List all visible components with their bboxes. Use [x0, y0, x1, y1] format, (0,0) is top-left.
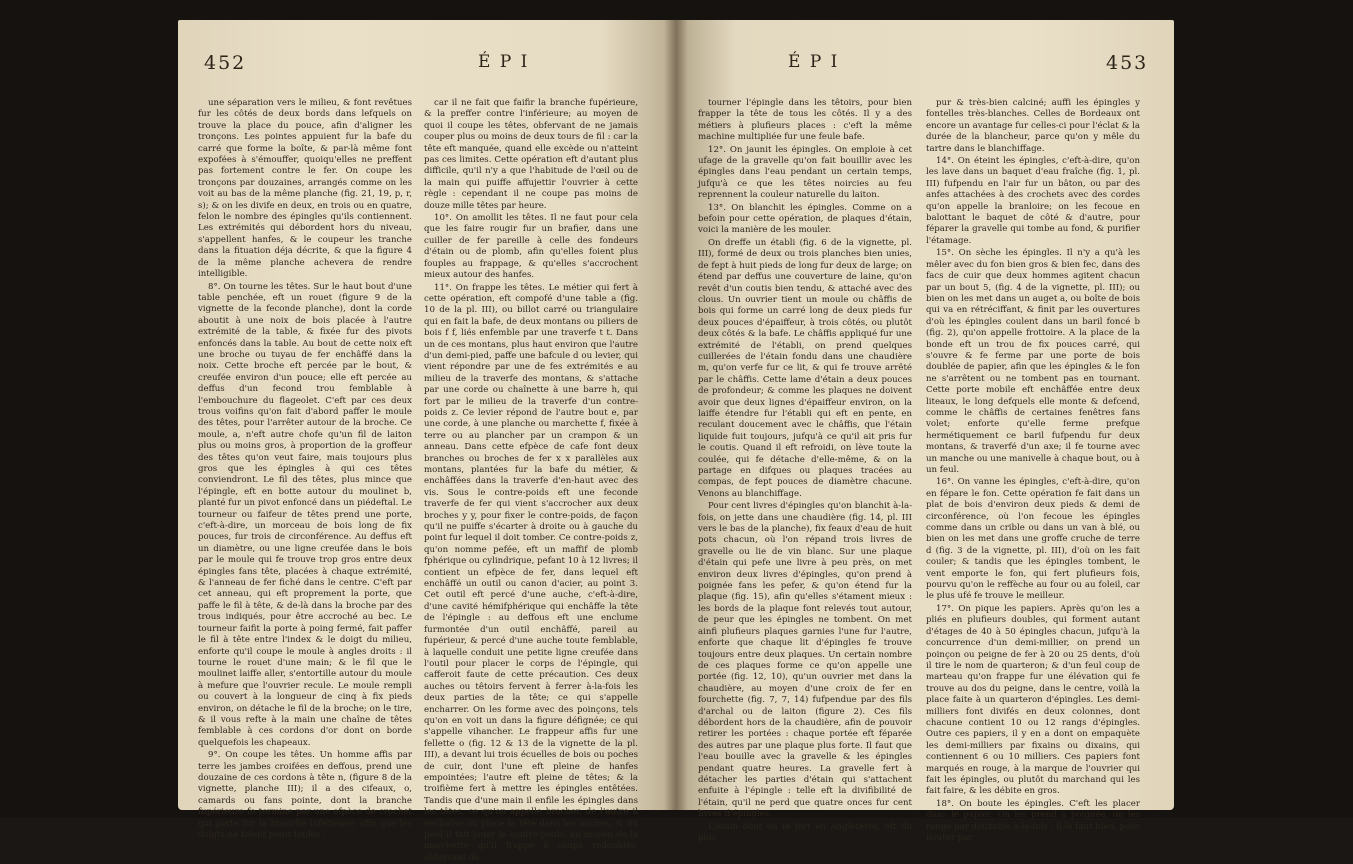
book-gutter — [664, 20, 688, 810]
page-number-right: 453 — [1106, 52, 1148, 74]
right-page-column-2 — [926, 98, 1140, 818]
paragraph: 10°. On amollit les têtes. Il ne faut pour cela que les faire rougir fur un brafier, dans une cuiller de fer pareille à celle des fondeurs d'étain ou de plomb, afin qu'elles foient plus fouples au frappage, & qu'elles s'accrochent mieux autour des hanfes. — [424, 213, 638, 281]
paragraph: L'étain dont on fe fert en Angleterre, eft du plus — [698, 822, 912, 845]
paragraph: pur & très-bien calciné; auffi les épingles y fontelles très-blanches. Celles de Bordeaux ont encore un avantage fur celles-ci pour l'éclat & la durée de la blancheur, parce qu'on y mêle du tartre dans le blanchiffage. — [926, 98, 1140, 155]
right-page — [676, 20, 1174, 810]
running-head-right: É P I — [788, 52, 839, 72]
paragraph: 17°. On pique les papiers. Après qu'on les a pliés en plufieurs doubles, qui forment autant d'étages de 40 à 50 épingles chacun, jufqu'à la concurrence d'un demi-millier, on prend un poinçon ou peigne de fer à 20 ou 25 dents, d'où il tire le nom de quarteron; & d'un feul coup de marteau qu'on frappe fur une élévation qui fe trouve au dos du peigne, dans le centre, voilà la place faite à un quarteron d'épingles. Les demi-milliers font divifés en deux colonnes, dont chacune contient 10 ou 12 rangs d'épingles. Outre ces papiers, il y en a dont on empaquète les demi-milliers par fixains ou dixains, qui contiennent 6 ou 10 milliers. Ces papiers font marqués en rouge, à la marque de l'ouvrier qui fait les épingles, ou plutôt du marchand qui les fait faire, & les débite en gros. — [926, 604, 1140, 798]
paragraph: 16°. On vanne les épingles, c'eft-à-dire, qu'on en fépare le fon. Cette opération fe fait dans un plat de bois d'environ deux pieds & demi de circonférence, où l'on fecoue les épingles comme dans un crible ou dans un van à blé, ou bien on les met dans une groffe cruche de terre d (fig. 3 de la vignette, pl. III), d'où on les fait couler; & tandis que les épingles tombent, le vent emporte le fon, qui fert plufieurs fois, pourvu qu'on le reffèche au four ou au foleil, car le plus ufé fe trouve le meilleur. — [926, 477, 1140, 602]
paragraph: 8°. On tourne les têtes. Sur le haut bout d'une table penchée, eft un rouet (figure 9 de la vignette de la feconde planche), dont la corde aboutit à une noix de bois placée à l'autre extrémité de la table, & fixée fur des pivots enfoncés dans la table. Au bout de cette noix eft une broche ou tuyau de fer enchâffé dans la noix. Cette broche eft percée par le bout, & creufée environ d'un pouce; elle eft percée au deffus d'un fecond trou femblable à l'embouchure du flageolet. C'eft par ces deux trous voifins qu'on fait d'abord paffer le moule des têtes, pour l'arrêter autour de la broche. Ce moule, a, n'eft autre chofe qu'un fil de laiton plus ou moins gros, à proportion de la groffeur des têtes qu'on veut faire, mais toujours plus gros que les épingles à qui ces têtes conviendront. Le fil des têtes, plus mince que l'épingle, eft en botte autour du moulinet b, planté fur un pivot enfoncé dans un piédeftal. Le tourneur ou faifeur de têtes prend une porte, c'eft-à-dire, un morceau de bois long de fix pouces, fur trois de circonférence. Au deffus eft un diamètre, ou une ligne creufée dans le bois par le moule qui fe trouve trop gros entre deux épingles fans tête, placées à chaque extrémité, & l'anneau de fer fiché dans le centre. C'eft par cet anneau, qui eft proprement la porte, que paffe le fil à tête, & de-là dans la broche par des trous indiqués, pour être accroché au bec. Le tourneur faifit la porte à poing fermé, fait paffer le fil à tête entre l'index & le doigt du milieu, enforte qu'il coupe le moule à angles droits : il tourne le rouet d'une main; & le fil que le moulinet laiffe aller, s'entortille autour du moule à mefure que l'ouvrier recule. Le moule rempli ou couvert à la longueur de cinq à fix pieds environ, on détache le fil de la broche; on le tire, & il vous refte à la main une chaîne de têtes femblable à ces cordons d'or dont on borde quelquefois les chapeaux. — [198, 282, 412, 750]
paragraph: On dreffe un établi (fig. 6 de la vignette, pl. III), formé de deux ou trois planches bien unies, de fept à huit pieds de long fur deux de large; on étend par deffus une couverture de laine, qu'on revêt d'un coutis bien tendu, & attaché avec des clous. Un ouvrier tient un moule ou châffis de bois qui forme un carré long de deux pieds fur deux pouces d'épaiffeur, à trois côtés, ou plutôt deux côtés & la bafe. Le châffis appliqué fur une extrémité de l'établi, on prend quelques cuillerées de l'étain fondu dans une chaudière m, qu'on verfe fur ce lit, & qui fe trouve arrêté par le châffis. Cette lame d'étain a deux pouces de profondeur; & comme les plaques ne doivent avoir que deux lignes d'épaiffeur environ, on la laiffe étendre fur l'établi qui eft en pente, en reculant doucement avec le châffis, que l'étain liquide fuit toujours, jufqu'à ce qu'il ait pris fur le coutis. Quand il eft refroidi, on lève toute la coulée, qui fe détache d'elle-même, & on la partage en difques ou plaques tracées au compas, de fept pouces de diamètre chacune. Venons au blanchiffage. — [698, 238, 912, 500]
paragraph: car il ne fait que faifir la branche fupérieure, & la preffer contre l'inférieure; au moyen de quoi il coupe les têtes, obfervant de ne jamais couper plus ou moins de deux tours de fil : car la tête eft manquée, quand elle excède ou n'atteint pas ces limites. Cette opération eft d'autant plus difficile, qu'il n'y a que l'habitude de l'œil ou de la main qui puiffe affujettir l'ouvrier à cette règle : cependant il ne coupe pas moins de douze mille têtes par heure. — [424, 98, 638, 212]
paragraph: 14°. On éteint les épingles, c'eft-à-dire, qu'on les lave dans un baquet d'eau fraîche (fig. 1, pl. III) fufpendu en l'air fur un bâton, ou par des anfes attachées à des crochets avec des cordes qu'on appelle la branloire; on les fecoue en balottant le baquet de côté & d'autre, pour féparer la gravelle qui tombe au fond, & purifier l'étamage. — [926, 156, 1140, 247]
paragraph: tourner l'épingle dans les têtoirs, pour bien frapper la tête de tous les côtés. Il y a des métiers à plufieurs places : c'eft la même machine multipliée fur une feule bafe. — [698, 98, 912, 144]
paragraph: 12°. On jaunit les épingles. On emploie à cet ufage de la gravelle qu'on fait bouillir avec les épingles dans l'eau pendant un certain temps, jufqu'à ce que les têtes noircies au feu reprennent la couleur naturelle du laiton. — [698, 145, 912, 202]
paragraph: 18°. On boute les épingles. C'eft les placer dans le papier. On les prend à poignée, on les range par douzaine à-la-fois : il le faut bien, pour bouter par — [926, 799, 1140, 845]
paragraph: une séparation vers le milieu, & font revêtues fur les côtés de deux bords dans lefquels on trouve la place du pouce, afin d'aligner les tronçons. Les pointes appuient fur la bafe du carré que forme la boîte, & par-là même font expofées à s'émouffer, quoiqu'elles ne preffent pas fortement contre le fer. On coupe les tronçons par douzaines, arrangés comme on les voit au bas de la même planche (fig. 21, 19, p, r, s); & on les divife en deux, en trois ou en quatre, felon le nombre des épingles qu'ils contiennent. Les extrémités qui débordent hors du niveau, s'appellent hanfes, & le coupeur les tranche dans la fituation déja décrite, & que la figure 4 de la même planche achevera de rendre intelligible. — [198, 98, 412, 281]
page-number-left: 452 — [204, 52, 246, 74]
left-page — [178, 20, 676, 810]
paragraph: 11°. On frappe les têtes. Le métier qui fert à cette opération, eft compofé d'une table a (fig. 10 de la pl. III), ou billot carré ou triangulaire qui en fait la bafe, de deux montans ou piliers de bois f f, liés enfemble par une traverfe t t. Dans un de ces montans, plus haut environ que l'autre d'un demi-pied, paffe une bafcule d ou levier, qui vient répondre par une de fes extrémités e au milieu de la traverfe des montans, & s'attache par une corde ou chaînette à une barre h, qui fort par le milieu de la traverfe d'un contre-poids z. Ce levier répond de l'autre bout e, par une corde, à une planche ou marchette f, fixée à terre ou au plancher par un crampon & un anneau. Dans cette efpèce de cafe font deux branches ou broches de fer x x parallèles aux montans, plantées fur la bafe du métier, & enchâffées dans la traverfe d'en-haut avec des vis. Sous le contre-poids eft une feconde traverfe de fer qui vient s'accrocher aux deux broches y y, pour fixer le contre-poids, de façon qu'il ne puiffe s'écarter à droite ou à gauche du point fur lequel il doit tomber. Ce contre-poids z, qu'on nomme pefée, eft un maffif de plomb fphérique ou cylindrique, pefant 10 à 12 livres; il contient un efpèce de fer, dans lequel eft enchâffé un outil ou canon d'acier, au point 3. Cet outil eft percé d'une auche, c'eft-à-dire, d'une cavité hémifphérique qui enchâffe la tête de l'épingle : au deffous eft une enclume furmontée d'un outil enchâffé, pareil au fupérieur, & percé d'une auche toute femblable, à laquelle conduit une petite ligne creufée dans l'outil pour placer le corps de l'épingle, qui cafferoit faute de cette précaution. Ces deux auches ou têtoirs fervent à ferrer à-la-fois les deux parties de la tête; ce qui s'appelle encharrer. On les forme avec des poinçons, tels qu'on en voit un dans la figure défignée; ce qui s'appelle vihancher. Le frappeur affis fur une fellette o (fig. 12 & 13 de la vignette de la pl. III), a devant lui trois écuelles de bois ou poches de cuir, dont l'une eft pleine de hanfes empointées; l'autre eft pleine de têtes; & la troifième fert à mettre les épingles entêtées. Tandis que d'une main il enfile les épingles dans les têtes, ce qu'on appelle brocher, de l'autre il enchaîne ou place la tête dans les auches, & du pied il fait jouer le contre-poids, au moyen de la marchette qu'il frappe à coups redoublés, obfervant de — [424, 283, 638, 864]
running-head-left: É P I — [478, 52, 529, 72]
paragraph: 9°. On coupe les têtes. Un homme affis par terre les jambes croifées en deffous, prend une douzaine de ces cordons à tête n, (figure 8 de la vignette, planche III); il a des cifeaux, o, camards ou fans pointe, dont la branche fupérieure fe termine par une efpèce de crochet qui porte fur la branche inférieure, afin que les doigts ne foient point foulés : — [198, 750, 412, 841]
paragraph: 15°. On sèche les épingles. Il n'y a qu'à les mêler avec du fon bien gros & bien fec, dans des facs de cuir que deux hommes agitent chacun par un bout 5, (fig. 4 de la vignette, pl. III); ou bien on les met dans un auget a, ou boîte de bois qui va en rétréciffant, & finit par les ouvertures d'où les épingles coulent dans un baril foncé b (fig. 2), qu'on appelle frottoire. A la place de la bonde eft un trou de fix pouces carré, qui s'ouvre & fe ferme par une porte de bois doublée de papier, afin que les épingles & le fon ne s'arrêtent ou ne tombent pas en tournant. Cette porte mobile eft enchâffée entre deux liteaux, le long defquels elle monte & defcend, comme le châffis de certaines fenêtres fans volet; enforte qu'elle ferme prefque hermétiquement ce baril fufpendu fur deux montans, & traverfé d'un axe; il fe tourne avec un manche ou une manivelle à chaque bout, ou à un feul. — [926, 248, 1140, 476]
left-page-column-2 — [424, 98, 638, 818]
paragraph: Pour cent livres d'épingles qu'on blanchit à-la-fois, on jette dans une chaudière (fig. 14, pl. III vers le bas de la planche), fix feaux d'eau de huit pots chacun, où l'on répand trois livres de gravelle ou lie de vin blanc. Sur une plaque d'étain qui pefe une livre à peu près, on met environ deux livres d'épingles, qu'on prend à poignée fans les pefer, & qu'on étend fur la plaque (fig. 15), afin qu'elles s'étament mieux : les bords de la plaque font relevés tout autour, de peur que les épingles ne tombent. On met ainfi plufieurs plaques garnies l'une fur l'autre, enforte que chaque lit d'épingles fe trouve toujours entre deux plaques. Un certain nombre de ces plaques forme ce qu'on appelle une portée (fig. 12, 10), qu'un ouvrier met dans la chaudière, au moyen d'une croix de fer en fourchette (fig. 7, 7, 14) fufpendue par des fils d'archal ou de laiton (figure 2). Ces fils débordent hors de la chaudière, afin de pouvoir retirer les portées : chaque portée eft féparée des autres par une plaque plus forte. Il faut que l'eau bouille avec la gravelle & les épingles pendant quatre heures. La gravelle fert à détacher les parties d'étain qui s'attachent enfuite à l'épingle : telle eft la divifibilité de l'étain, qu'il ne perd que quatre onces fur cent livres d'épingles. — [698, 501, 912, 820]
right-page-column-1 — [698, 98, 912, 818]
paragraph: 13°. On blanchit les épingles. Comme on a befoin pour cette opération, de plaques d'étain, voici la manière de les mouler. — [698, 203, 912, 237]
left-page-column-1 — [198, 98, 412, 818]
